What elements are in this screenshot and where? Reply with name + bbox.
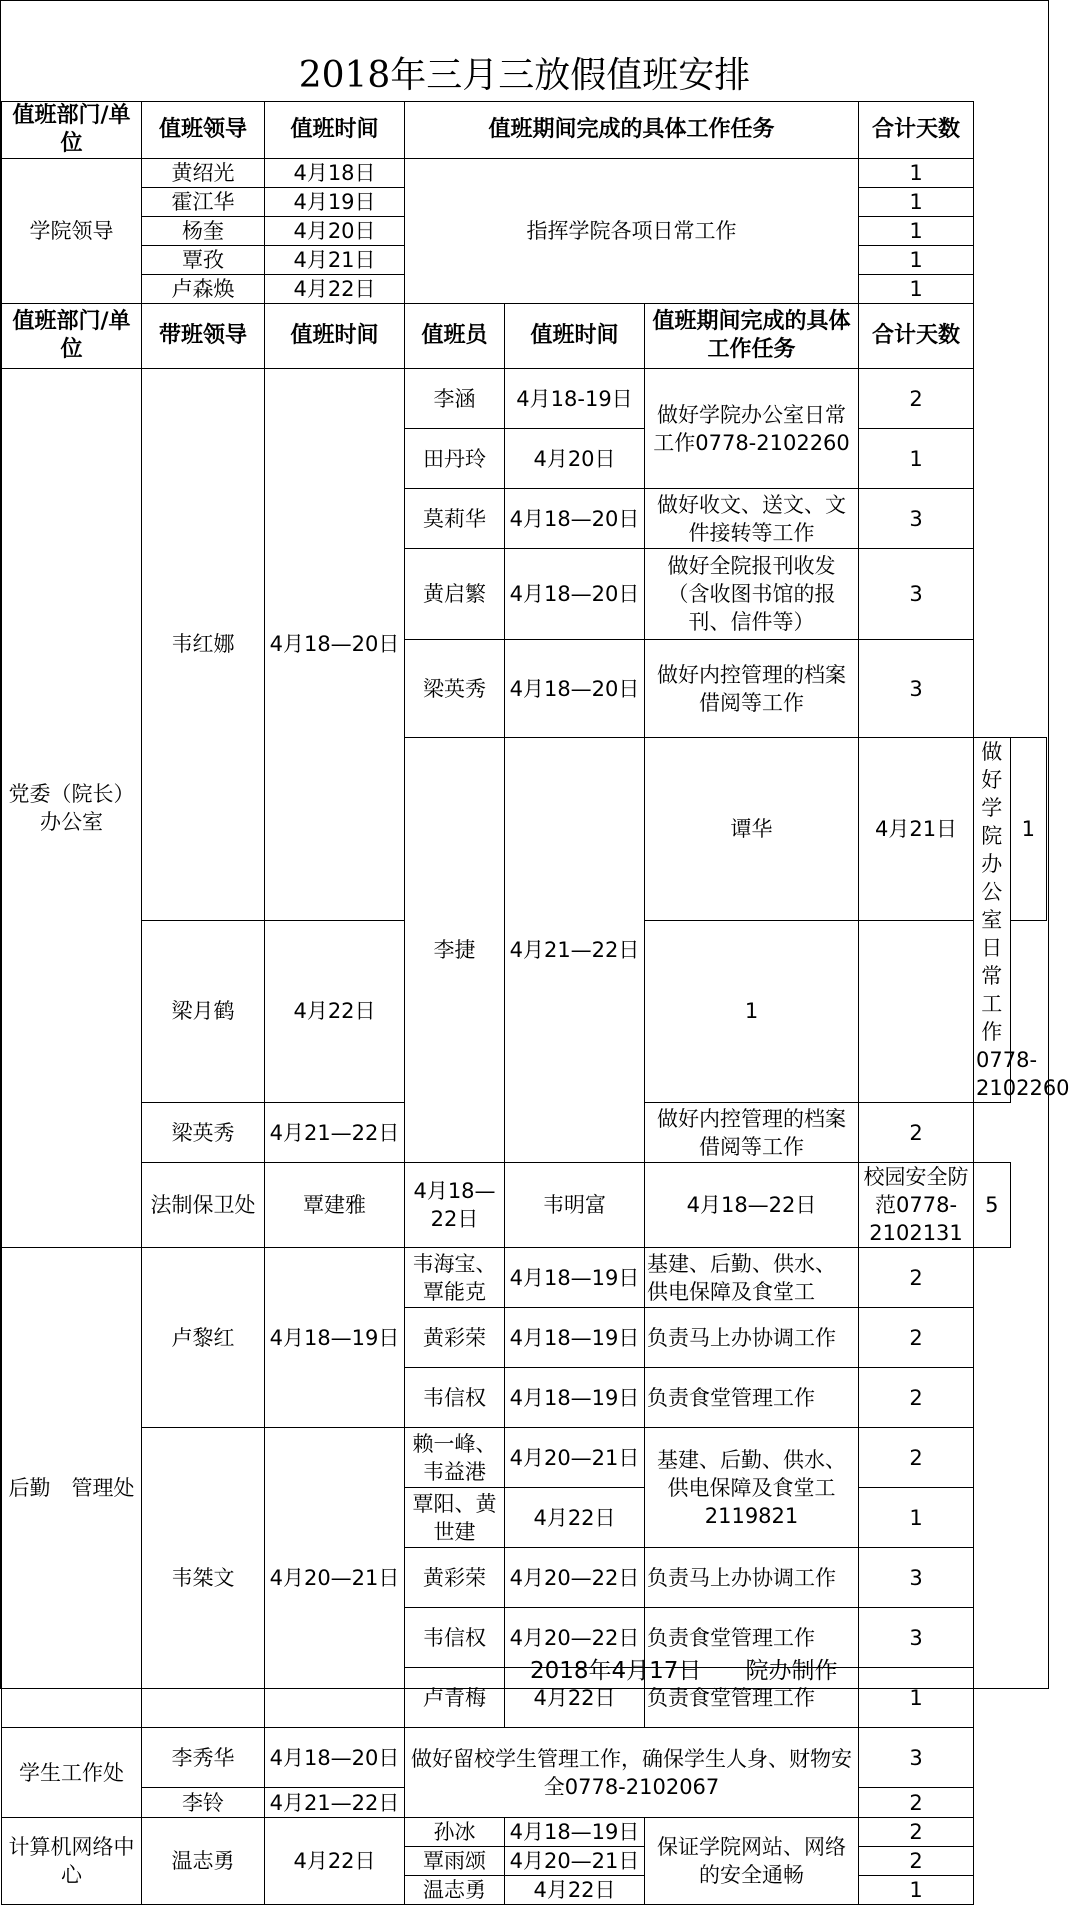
duty-schedule-table [1,101,1070,1905]
footer-date: 2018年4月17日 [530,1658,702,1684]
days-cell: 1 [645,920,859,1103]
header-cell: 合计天数 [859,102,974,159]
staff-name: 梁英秀 [142,1103,265,1163]
task-cell: 做好学院办公室日常工作0778-2102260 [645,369,859,489]
days-cell: 1 [1010,738,1047,921]
duty-date: 4月20日 [265,217,405,246]
days-cell: 3 [859,549,974,640]
header-cell: 值班时间 [265,102,405,159]
lead-time: 4月18—19日 [265,1248,405,1428]
staff-name: 黄彩荣 [405,1548,505,1608]
task-cell: 做好学院办公室日常工作0778-2102260 [974,738,1010,1103]
duty-time: 4月18—20日 [505,489,645,549]
days-cell: 1 [859,1488,974,1548]
header-cell: 合计天数 [859,304,974,369]
days-cell: 1 [859,1668,974,1728]
lead-time: 4月21—22日 [505,738,645,1163]
lead-time: 4月18—20日 [265,1728,405,1788]
staff-name: 孙冰 [405,1818,505,1847]
duty-date: 4月19日 [265,188,405,217]
staff-name: 梁英秀 [405,640,505,738]
duty-date: 4月21日 [265,246,405,275]
table-header-row [2,102,1047,159]
task-cell: 基建、后勤、供水、供电保障及食堂工2119821 [645,1428,859,1548]
days-cell: 5 [974,1163,1010,1248]
task-cell: 做好收文、送文、文件接转等工作 [645,489,859,549]
task-cell: 做好全院报刊收发（含收图书馆的报刊、信件等） [645,549,859,640]
task-cell: 负责马上办协调工作 [645,1308,859,1368]
duty-time: 4月18—19日 [505,1818,645,1847]
header-cell: 值班部门/单位 [2,102,142,159]
days-cell: 3 [859,1728,974,1788]
task-cell: 负责马上办协调工作 [645,1548,859,1608]
duty-time: 4月20—22日 [505,1608,645,1668]
task-cell: 指挥学院各项日常工作 [405,159,859,304]
duty-time: 4月18—20日 [505,549,645,640]
duty-time: 4月18-19日 [505,369,645,429]
footer-note [530,1654,837,1688]
header-cell: 值班时间 [265,304,405,369]
lead-name: 李捷 [405,738,505,1163]
days-cell: 1 [859,1876,974,1905]
days-cell: 2 [859,1847,974,1876]
header-cell: 带班领导 [142,304,265,369]
lead-time: 4月20—21日 [265,1428,405,1728]
task-cell: 做好内控管理的档案借阅等工作 [645,640,859,738]
duty-date: 4月22日 [265,275,405,304]
days-cell: 1 [859,429,974,489]
staff-name: 韦信权 [405,1608,505,1668]
staff-name: 莫莉华 [405,489,505,549]
table-row [2,1818,1047,1847]
duty-time: 4月18—19日 [505,1368,645,1428]
staff-name: 韦海宝、覃能克 [405,1248,505,1308]
duty-time: 4月18—20日 [505,640,645,738]
table-row [2,1163,1047,1248]
table-row [2,159,1047,188]
staff-name: 田丹玲 [405,429,505,489]
staff-name: 覃雨颂 [405,1847,505,1876]
leader-name: 霍江华 [142,188,265,217]
leader-name: 卢森焕 [142,275,265,304]
dept-cell: 计算机网络中心 [2,1818,142,1905]
duty-time: 4月22日 [505,1668,645,1728]
footer-maker: 院办制作 [745,1658,838,1684]
days-cell: 3 [859,1548,974,1608]
staff-name: 卢青梅 [405,1668,505,1728]
days-cell: 1 [859,159,974,188]
lead-time: 4月18—22日 [405,1163,505,1248]
staff-name: 赖一峰、韦益港 [405,1428,505,1488]
days-cell: 3 [859,640,974,738]
lead-time: 4月18—20日 [265,369,405,921]
header-cell: 值班领导 [142,102,265,159]
header-cell: 值班部门/单位 [2,304,142,369]
duty-time: 4月22日 [505,1488,645,1548]
task-cell: 负责食堂管理工作 [645,1368,859,1428]
leader-name: 杨奎 [142,217,265,246]
duty-time: 4月20—22日 [505,1548,645,1608]
days-cell: 2 [859,1103,974,1163]
duty-time: 4月20—21日 [505,1428,645,1488]
staff-name: 谭华 [645,738,859,921]
days-cell: 2 [859,1368,974,1428]
task-cell: 保证学院网站、网络的安全通畅 [645,1818,859,1905]
dept-cell: 学生工作处 [2,1728,142,1818]
header-cell: 值班员 [405,304,505,369]
staff-name: 黄启繁 [405,549,505,640]
staff-name: 覃阳、黄世建 [405,1488,505,1548]
table-row [2,1728,1047,1788]
duty-time: 4月21日 [859,738,974,921]
duty-time: 4月22日 [505,1876,645,1905]
task-cell: 负责食堂管理工作 [645,1608,859,1668]
days-cell: 2 [859,369,974,429]
days-cell: 2 [859,1818,974,1847]
duty-date: 4月18日 [265,159,405,188]
dept-cell: 法制保卫处 [142,1163,265,1248]
days-cell: 1 [859,246,974,275]
leader-name: 覃孜 [142,246,265,275]
days-cell: 3 [859,1608,974,1668]
duty-time: 4月18—19日 [505,1248,645,1308]
days-cell: 2 [859,1308,974,1368]
days-cell: 1 [859,188,974,217]
header-cell: 值班时间 [505,304,645,369]
lead-name: 温志勇 [142,1818,265,1905]
duty-time: 4月21—22日 [265,1103,405,1163]
table-header-row [2,304,1047,369]
leader-name: 黄绍光 [142,159,265,188]
page-title: 2018年三月三放假值班安排 [298,55,751,96]
lead-name: 李铃 [142,1788,265,1818]
header-cell: 值班期间完成的具体工作任务 [645,304,859,369]
task-cell: 负责食堂管理工作 [645,1668,859,1728]
dept-cell: 后勤 管理处 [2,1248,142,1728]
days-cell: 1 [859,275,974,304]
staff-name: 韦明富 [505,1163,645,1248]
table-row [2,1428,1047,1488]
dept-cell: 党委（院长）办公室 [2,369,142,1248]
dept-cell: 学院领导 [2,159,142,304]
task-cell: 做好留校学生管理工作，确保学生人身、财物安全0778-2102067 [405,1728,859,1818]
duty-time: 4月22日 [265,920,405,1103]
days-cell: 2 [859,1248,974,1308]
lead-name: 韦红娜 [142,369,265,921]
lead-name: 李秀华 [142,1728,265,1788]
duty-time: 4月20—21日 [505,1847,645,1876]
days-cell: 1 [859,217,974,246]
lead-name: 卢黎红 [142,1248,265,1428]
staff-name: 李涵 [405,369,505,429]
days-cell: 2 [859,1788,974,1818]
days-cell: 2 [859,1428,974,1488]
header-cell: 值班期间完成的具体工作任务 [405,102,859,159]
table-row [2,369,1047,429]
staff-name: 温志勇 [405,1876,505,1905]
lead-time: 4月22日 [265,1818,405,1905]
lead-name: 覃建雅 [265,1163,405,1248]
task-cell: 校园安全防范0778-2102131 [859,1163,974,1248]
staff-name: 韦信权 [405,1368,505,1428]
duty-time: 4月18—19日 [505,1308,645,1368]
lead-time: 4月21—22日 [265,1788,405,1818]
staff-name: 黄彩荣 [405,1308,505,1368]
task-cell: 基建、后勤、供水、供电保障及食堂工 [645,1248,859,1308]
lead-name: 韦桀文 [142,1428,265,1728]
duty-time: 4月18—22日 [645,1163,859,1248]
staff-name: 梁月鹤 [142,920,265,1103]
duty-time: 4月20日 [505,429,645,489]
days-cell: 3 [859,489,974,549]
task-cell: 做好内控管理的档案借阅等工作 [645,1103,859,1163]
table-row [2,1248,1047,1308]
